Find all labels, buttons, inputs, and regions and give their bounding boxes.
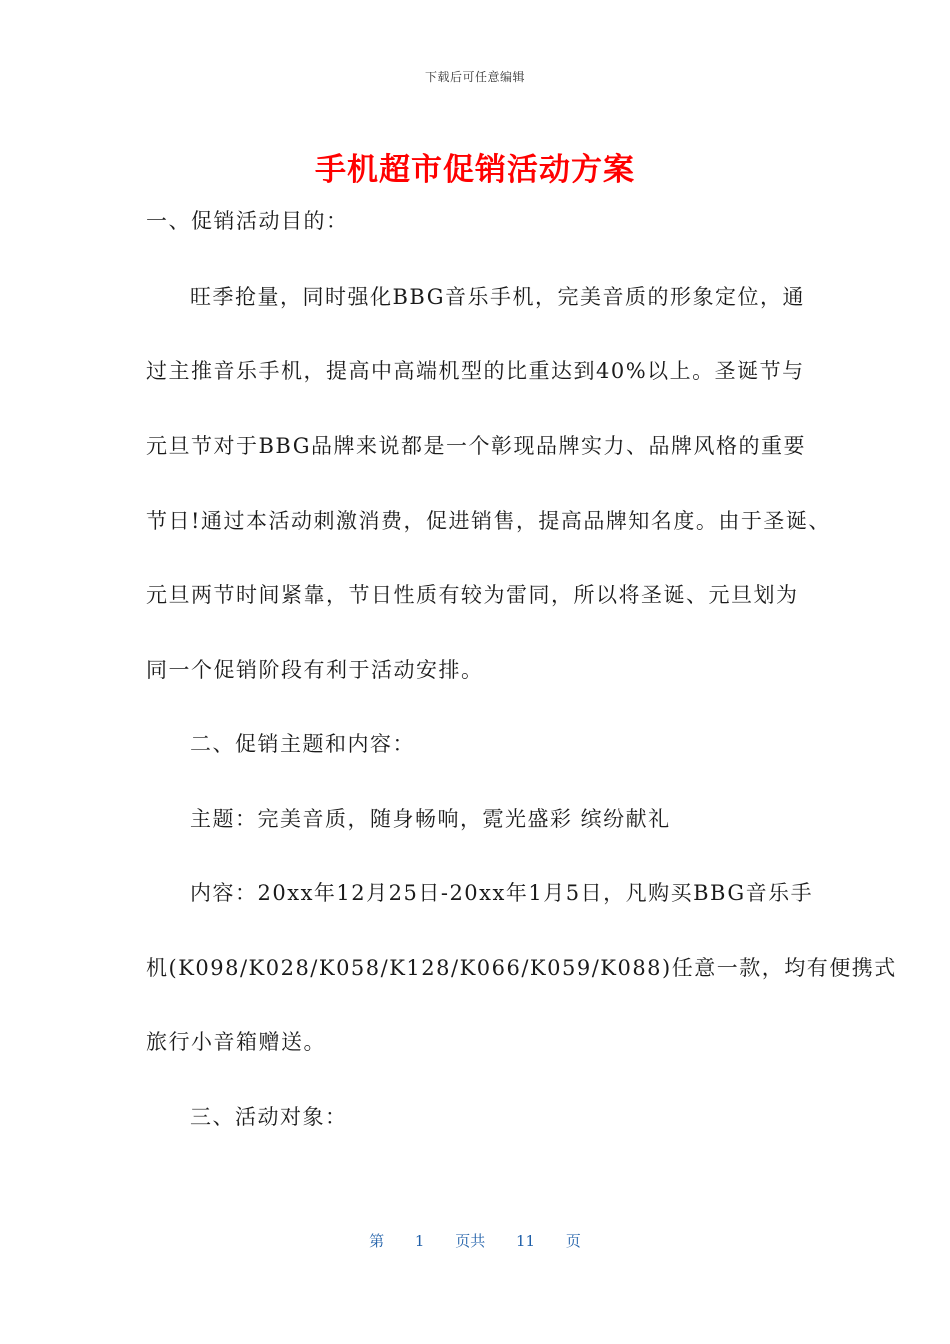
page-prefix: 第 <box>369 1232 385 1250</box>
paragraph-line: 过主推音乐手机，提高中高端机型的比重达到40%以上。圣诞节与 <box>146 359 805 383</box>
paragraph-line: 旺季抢量，同时强化BBG音乐手机，完美音质的形象定位，通 <box>190 285 806 309</box>
paragraph-line: 元旦两节时间紧靠，节日性质有较为雷同，所以将圣诞、元旦划为 <box>146 583 799 607</box>
page-footer <box>0 1230 950 1251</box>
section-heading-2: 二、促销主题和内容： <box>190 732 415 756</box>
paragraph-line: 节日!通过本活动刺激消费，促进销售，提高品牌知名度。由于圣诞、 <box>146 509 831 533</box>
page-mid: 页共 <box>455 1232 486 1250</box>
content-line: 旅行小音箱赠送。 <box>146 1030 326 1054</box>
page-suffix: 页 <box>565 1232 581 1250</box>
theme-line: 主题：完美音质，随身畅响，霓光盛彩 缤纷献礼 <box>190 807 671 831</box>
paragraph-line: 元旦节对于BBG品牌来说都是一个彰现品牌实力、品牌风格的重要 <box>146 434 807 458</box>
section-heading-1: 一、促销活动目的： <box>146 209 349 233</box>
paragraph-line: 同一个促销阶段有利于活动安排。 <box>146 658 484 682</box>
content-line: 内容：20xx年12月25日-20xx年1月5日，凡购买BBG音乐手 <box>190 881 814 905</box>
document-title: 手机超市促销活动方案 <box>315 152 635 188</box>
content-line: 机(K098/K028/K058/K128/K066/K059/K088)任意一款，均有便携式 <box>146 956 897 980</box>
header-note: 下载后可任意编辑 <box>424 70 525 84</box>
section-heading-3: 三、活动对象： <box>190 1105 348 1129</box>
page-total: 11 <box>516 1232 536 1250</box>
page-number: 1 <box>414 1232 425 1250</box>
